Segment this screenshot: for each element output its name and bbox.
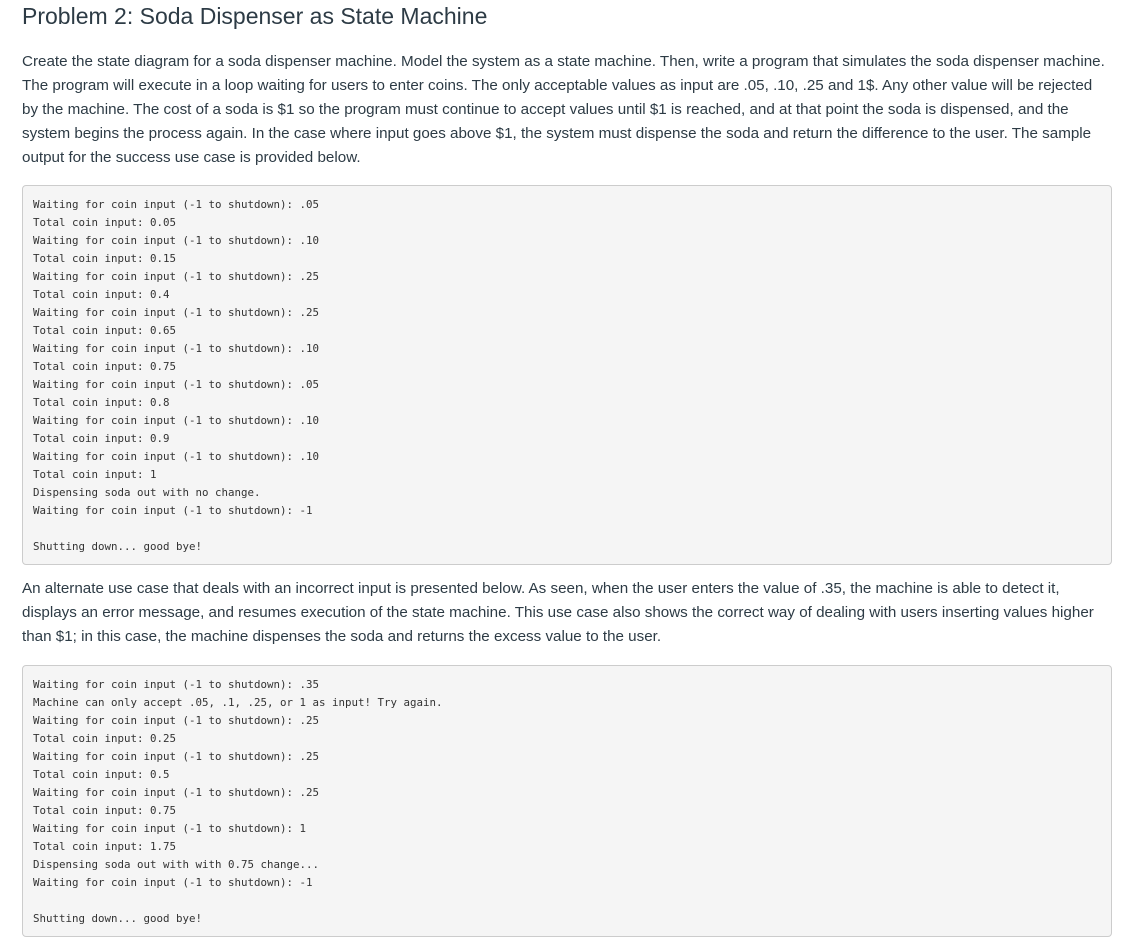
intro-paragraph: Create the state diagram for a soda dispenser machine. Model the system as a state machine. Then, write a program that simulates the soda dispenser machine. The program will execute in a loop waiting for users to enter coins. The only acceptable values as input are .05, .10, .25 and 1$. Any other value will be rejected by the machine. The cost of a soda is $1 so the program must continue to accept values until $1 is reached, and at that point the soda is dispensed, and the system begins the process again. In the case where input goes above $1, the system must dispense the soda and return the difference to the user. The sample output for the success use case is provided below. [22,53,1105,166]
alternate-use-case-paragraph: An alternate use case that deals with an incorrect input is presented below. As seen, when the user enters the value of .35, the machine is able to detect it, displays an error message, and resumes execution of the state machine. This use case also shows the correct way of dealing with users inserting values higher than $1; in this case, the machine dispenses the soda and returns the excess value to the user. [22,580,1094,645]
page-title: Problem 2: Soda Dispenser as State Machine [22,3,488,29]
success-sample-output-code-block: Waiting for coin input (-1 to shutdown): .05 Total coin input: 0.05 Waiting for coin input (-1 to shutdown): .10 Total coin input: 0.15 Waiting for coin input (-1 to shutdown): .25 Total coin input: 0.4 Waiting for coin input (-1 to shutdown): .25 Total coin input: 0.65 Waiting for coin input (-1 to shutdown): .10 Total coin input: 0.75 Waiting for coin input (-1 to shutdown): .05 Total coin input: 0.8 Waiting for coin input (-1 to shutdown): .10 Total coin input: 0.9 Waiting for coin input (-1 to shutdown): .10 Total coin input: 1 Dispensing soda out with no change. Waiting for coin input (-1 to shutdown): -1 Shutting down... good bye! [22,185,1112,565]
alternate-sample-output-code-block: Waiting for coin input (-1 to shutdown): .35 Machine can only accept .05, .1, .25, or 1 as input! Try again. Waiting for coin input (-1 to shutdown): .25 Total coin input: 0.25 Waiting for coin input (-1 to shutdown): .25 Total coin input: 0.5 Waiting for coin input (-1 to shutdown): .25 Total coin input: 0.75 Waiting for coin input (-1 to shutdown): 1 Total coin input: 1.75 Dispensing soda out with with 0.75 change... Waiting for coin input (-1 to shutdown): -1 Shutting down... good bye! [22,665,1112,937]
document-page [22,0,1112,937]
